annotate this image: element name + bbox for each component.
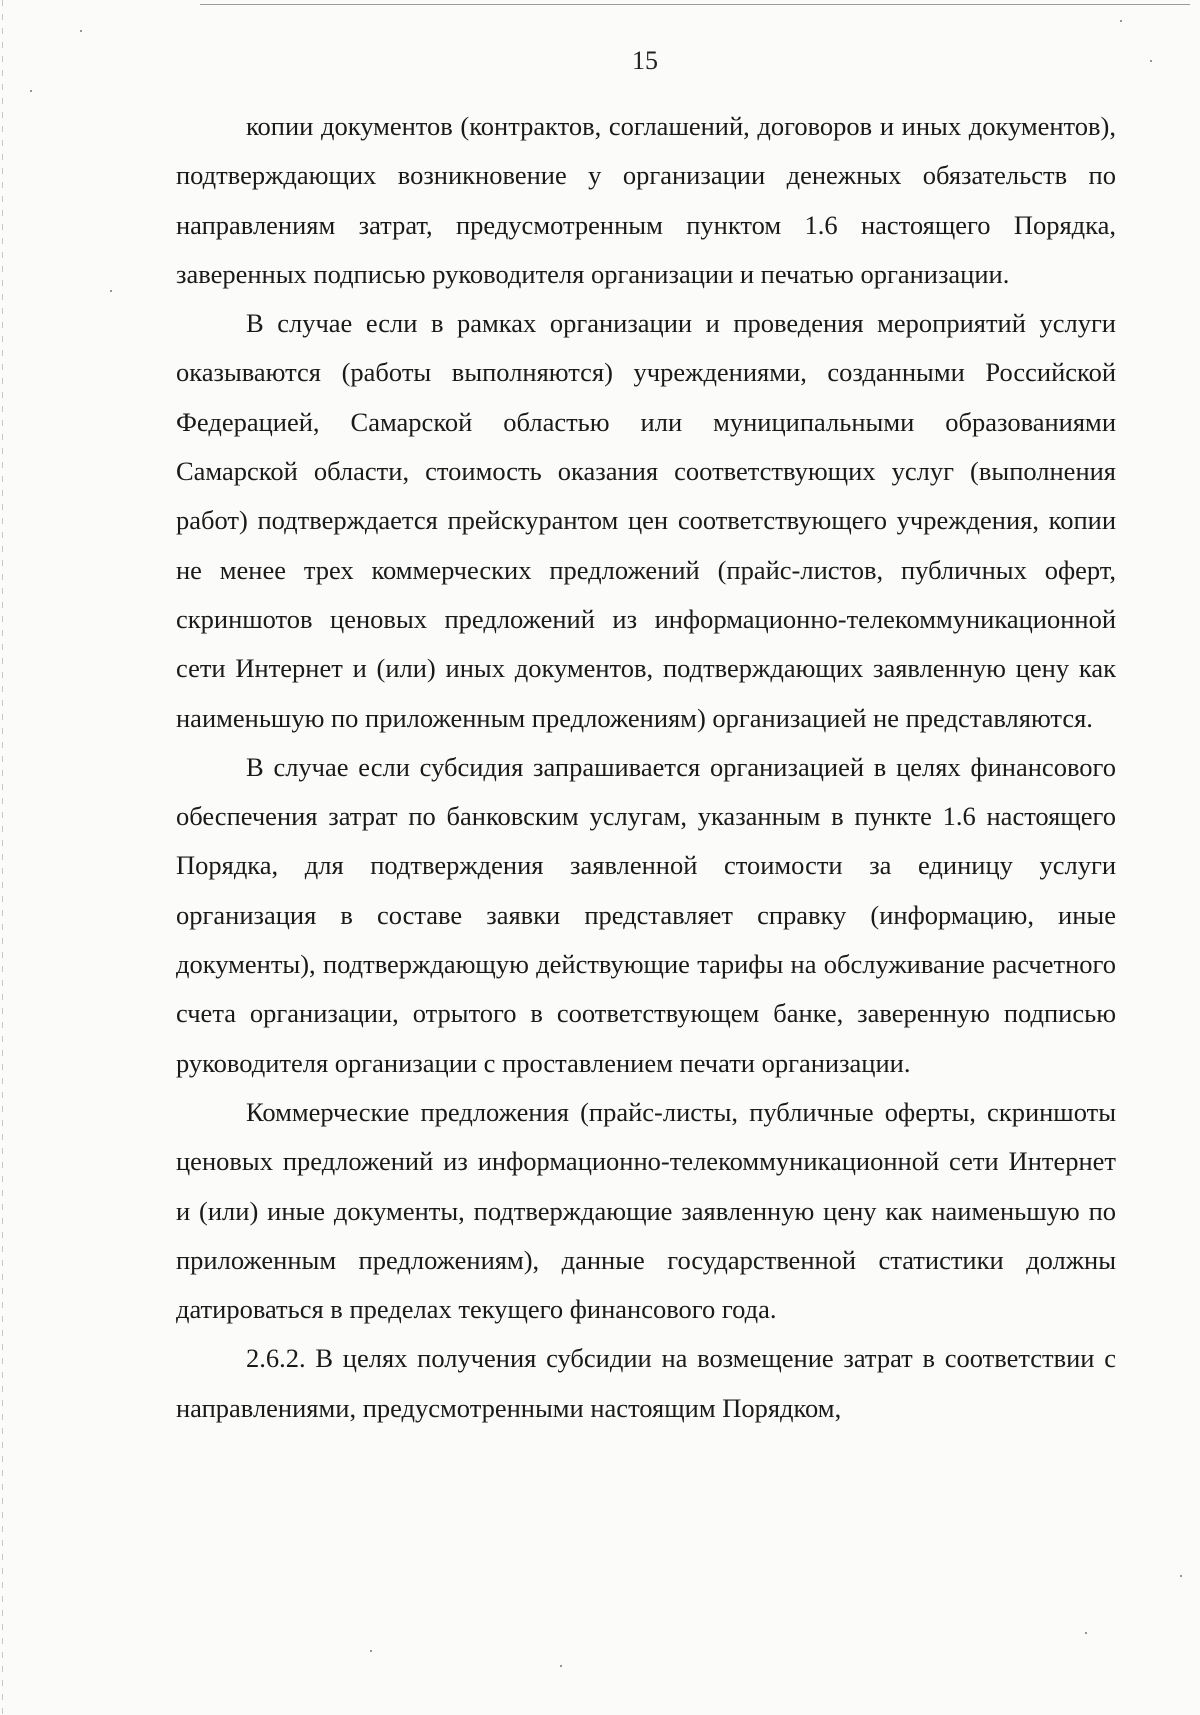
scan-speck	[30, 90, 32, 92]
scan-speck	[1180, 1575, 1182, 1577]
page-number: 15	[632, 46, 658, 75]
document-body	[176, 102, 1116, 1433]
scan-speck	[110, 290, 112, 292]
paragraph-2: В случае если в рамках организации и проведения мероприятий услуги оказываются (работы выполняются) учреждениями, созданными Российской Федерацией, Самарской областью или муниципальными образованиями Самарской области, стоимость оказания соответствующих услуг (выполнения работ) подтверждается прейскурантом цен соответствующего учреждения, копии не менее трех коммерческих предложений (прайс-листов, публичных оферт, скриншотов ценовых предложений из информационно-телекоммуникационной сети Интернет и (или) иных документов, подтверждающих заявленную цену как наименьшую по приложенным предложениям) организацией не представляются.	[176, 308, 1116, 733]
scan-speck	[80, 30, 82, 32]
paragraph-5: 2.6.2. В целях получения субсидии на возмещение затрат в соответствии с направлениями, предусмотренными настоящим Порядком,	[176, 1343, 1116, 1423]
paragraph-4: Коммерческие предложения (прайс-листы, публичные оферты, скриншоты ценовых предложений из информационно-телекоммуникационной сети Интернет и (или) иные документы, подтверждающие заявленную цену как наименьшую по приложенным предложениям), данные государственной статистики должны датироваться в пределах текущего финансового года.	[176, 1096, 1116, 1325]
scan-speck	[1085, 1632, 1087, 1634]
paragraph-3: В случае если субсидия запрашивается организацией в целях финансового обеспечения затрат по банковским услугам, указанным в пункте 1.6 настоящего Порядка, для подтверждения заявленной стоимости за единицу услуги организация в составе заявки представляет справку (информацию, иные документы), подтверждающую действующие тарифы на обслуживание расчетного счета организации, отрытого в соответствующем банке, заверенную подписью руководителя организации с проставлением печати организации.	[176, 751, 1116, 1078]
paragraph-1: копии документов (контрактов, соглашений, договоров и иных документов), подтверждающих возникновение у организации денежных обязательств по направлениям затрат, предусмотренным пунктом 1.6 настоящего Порядка, заверенных подписью руководителя организации и печатью организации.	[176, 111, 1116, 289]
scan-speck	[1150, 60, 1152, 62]
scan-speck	[560, 1665, 562, 1667]
scan-left-edge	[2, 0, 3, 1715]
scan-speck	[1120, 20, 1122, 22]
scan-top-edge	[200, 4, 1190, 5]
scan-speck	[370, 1650, 372, 1652]
